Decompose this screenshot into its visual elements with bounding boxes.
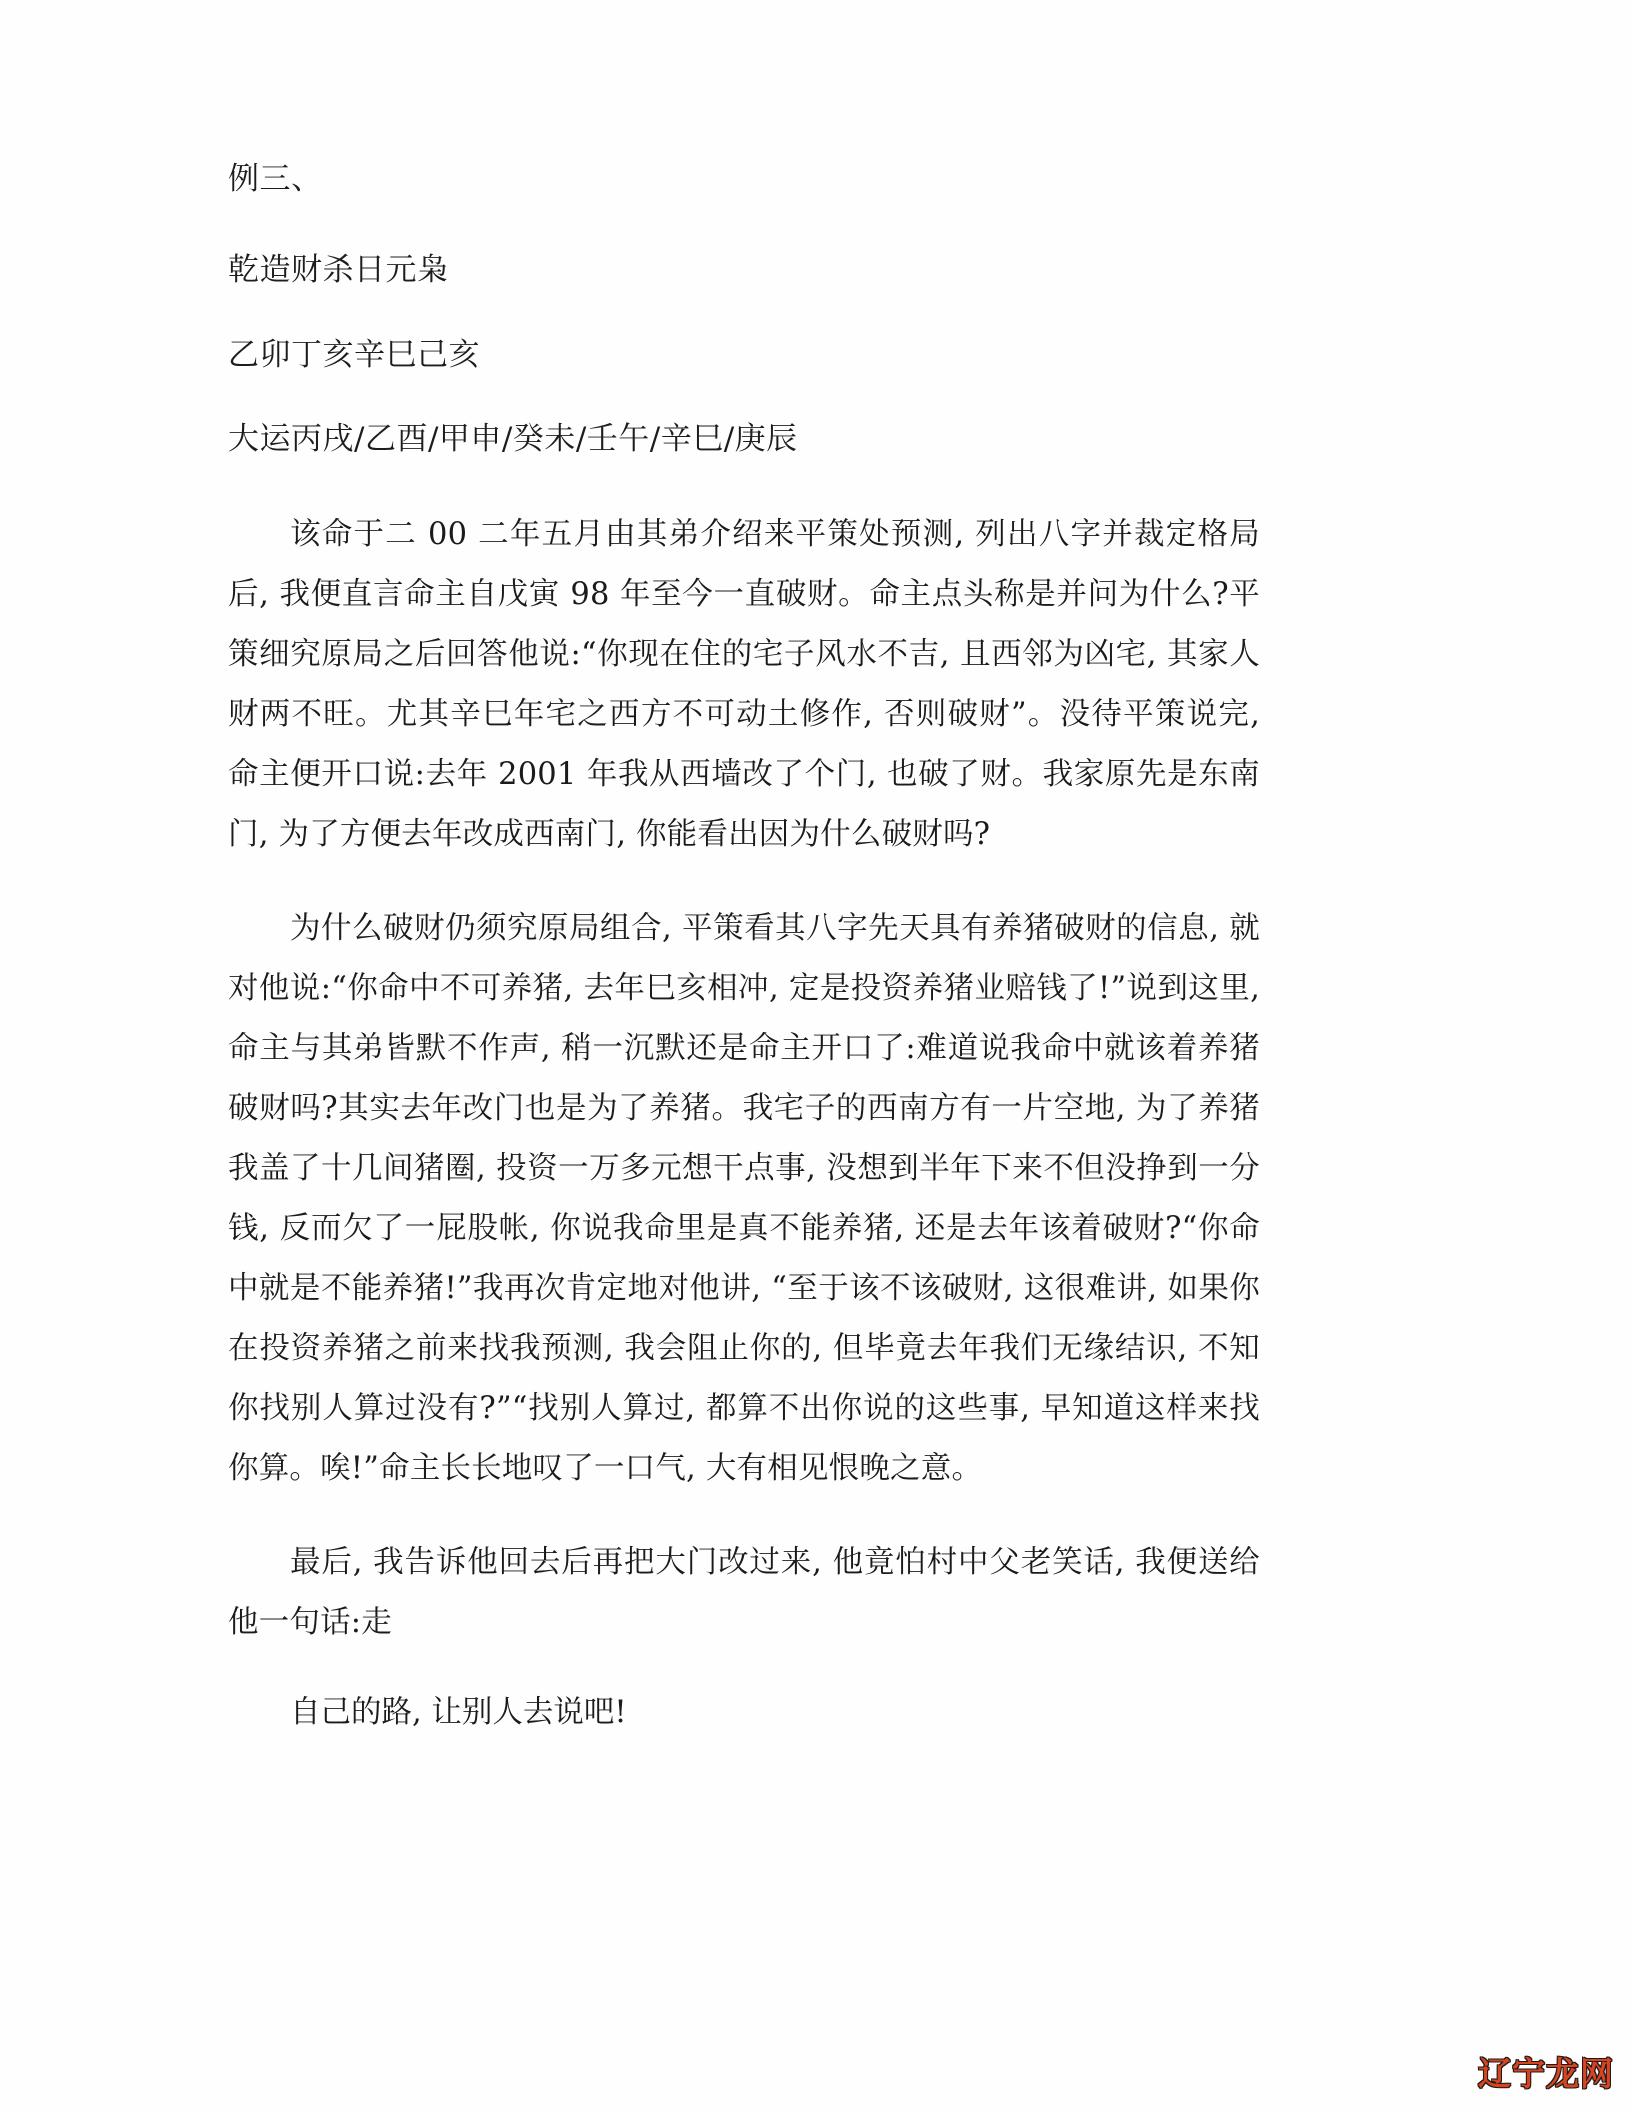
body-paragraph-3: 最后, 我告诉他回去后再把大门改过来, 他竟怕村中父老笑话, 我便送给他一句话:走 xyxy=(228,1545,1260,1640)
chart-ganzhi-line: 乙卯丁亥辛巳己亥 xyxy=(228,336,480,373)
example-heading: 例三、 xyxy=(228,161,323,197)
body-paragraph-4: 自己的路, 让别人去说吧! xyxy=(290,1695,627,1730)
chart-pillar-labels: 乾造财杀日元枭 xyxy=(228,251,449,288)
site-watermark: 辽宁龙网 xyxy=(1478,2054,1614,2093)
document-body xyxy=(228,160,1260,1743)
body-paragraph-2: 为什么破财仍须究原局组合, 平策看其八字先天具有养猪破财的信息, 就对他说:“你命中不可养猪, 去年巳亥相冲, 定是投资养猪业赔钱了!”说到这里, 命主与其弟皆默不作声, 稍一沉默还是命主开口了:难道说我命中就该着养猪破财吗?其实去年改门也是为了养猪。我宅子的西南方有一片空地, 为了养猪我盖了十几间猪圈, 投资一万多元想干点事, 没想到半年下来不但没挣到一分钱, 反而欠了一屁股帐, 你说我命里是真不能养猪, 还是去年该着破财?“你命中就是不能养猪!”我再次肯定地对他讲, “至于该不该破财, 这很难讲, 如果你在投资养猪之前来找我预测, 我会阻止你的, 但毕竟去年我们无缘结识, 不知你找别人算过没有?”“找别人算过, 都算不出你说的这些事, 早知道这样来找你算。唉!”命主长长地叹了一口气, 大有相见恨晚之意。 xyxy=(228,911,1260,1486)
luck-cycle-line: 大运丙戌/乙酉/甲申/癸未/壬午/辛巳/庚辰 xyxy=(228,421,798,458)
body-paragraph-1: 该命于二 00 二年五月由其弟介绍来平策处预测, 列出八字并裁定格局后, 我便直言命主自戊寅 98 年至今一直破财。命主点头称是并问为什么?平策细究原局之后回答他说:“你现在住的宅子风水不吉, 且西邻为凶宅, 其家人财两不旺。尤其辛巳年宅之西方不可动土修作, 否则破财”。没待平策说完, 命主便开口说:去年 2001 年我从西墙改了个门, 也破了财。我家原先是东南门, 为了方便去年改成西南门, 你能看出因为什么破财吗? xyxy=(228,517,1260,852)
